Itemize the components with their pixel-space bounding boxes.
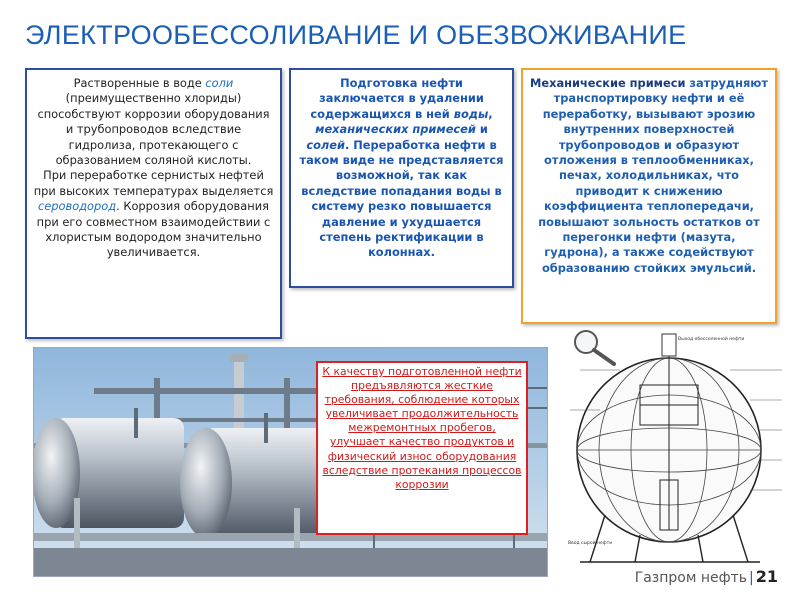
oil-preparation-paragraph: Подготовка нефти заключается в удалении содержащихся в ней воды, механических примесей и солей. Переработка нефти в таком виде не представляется возможной, так как вследствие попадания воды в систему резко повышается давление и ухудшается степень ректификации в колоннах. [299,76,504,260]
electrodehydrator-drawing [560,330,792,580]
brand-name: Газпром нефть [634,570,748,586]
outlet-label: Выход обессоленной нефти [678,337,745,342]
spherical-electrodehydrator-diagram [560,330,792,580]
salts-info-box [25,68,282,339]
page-number: 21 [755,567,778,586]
mechanical-impurities-box [521,68,777,324]
inlet-label: Ввод сырой нефти [568,541,613,546]
salts-paragraph: Растворенные в воде соли (преимущественно хлориды) способствуют коррозии оборудования и трубопроводов вследствие гидролиза, протекающего с образованием соляной кислоты. [37,76,270,168]
salts-term: соли [205,76,234,90]
mechanical-impurities-paragraph: Механические примеси затрудняют транспортировку нефти и её переработку, вызывают эрозию внутренних поверхностей трубопроводов и образуют отложения в теплообменниках, печах, холодильниках, что приводит к снижению коэффициента теплопередачи, повышают зольность остатков от перегонки нефти (мазута, гудрона), а также содействуют образованию стойких эмульсий. [530,76,768,275]
footer [635,567,778,586]
mechanical-impurities-heading: Механические примеси [530,76,686,90]
oil-preparation-box [289,68,514,288]
magnifier-icon [575,331,614,364]
hydrogen-sulfide-paragraph: При переработке сернистых нефтей при высоких температурах выделяется сероводород. Коррозия оборудования при его совместном взаимодействии с хлористым водородом значительно увеличивается. [33,168,274,260]
footer-separator: | [749,570,754,586]
hydrogen-sulfide-term: сероводород [38,199,117,214]
salts-term-mid: солей [306,137,345,152]
page-title: ЭЛЕКТРООБЕССОЛИВАНИЕ И ОБЕЗВОЖИВАНИЕ [25,20,687,50]
water-term: воды [453,106,489,121]
impurities-term: механических примесей [315,122,476,137]
quality-requirements-box: К качеству подготовленной нефти предъявляются жесткие требования, соблюдение которых увеличивает продолжительность межремонтных пробегов, улучшает качество продуктов и физический износ оборудования вследствие протекания процессов коррозии [316,361,528,535]
